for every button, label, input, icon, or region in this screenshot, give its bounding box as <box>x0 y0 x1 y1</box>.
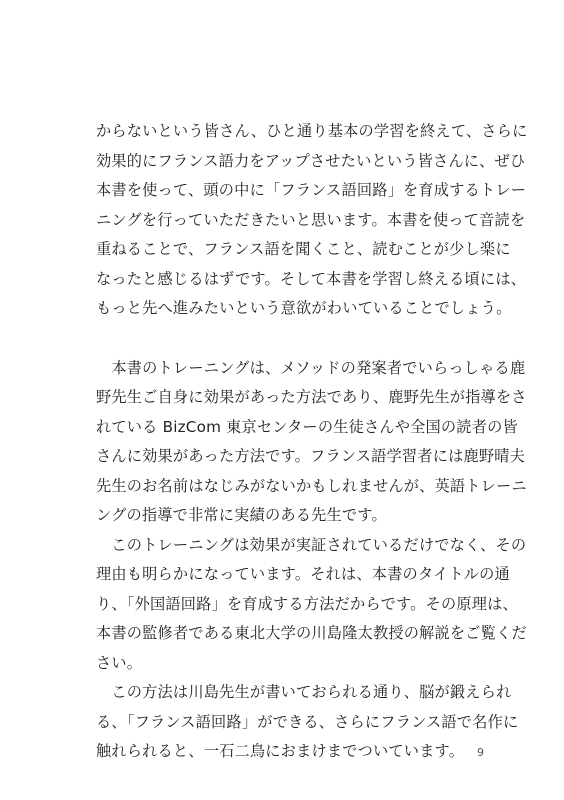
text-line: 効果的にフランス語力をアップさせたいという皆さんに、ぜひ <box>96 151 526 170</box>
paragraph-2 <box>96 354 527 531</box>
text-line: このトレーニングは効果が実証されているだけでなく、その <box>96 535 527 554</box>
text-line: もっと先へ進みたいという意欲がわいていることでしょう。 <box>96 299 512 317</box>
text-line: からないという皆さん、ひと通り基本の学習を終えて、さらに <box>96 122 528 140</box>
text-line: 理由も明らかになっています。それは、本書のタイトルの通 <box>96 565 510 583</box>
paragraph-3 <box>96 531 527 679</box>
paragraph-1 <box>96 117 528 324</box>
text-line: ニングを行っていただきたいと思います。本書を使って音読を <box>96 210 526 229</box>
text-line: る、「フランス語回路」ができる、さらにフランス語で名作に <box>96 712 519 731</box>
text-line: さんに効果があった方法です。フランス語学習者には鹿野晴夫 <box>96 447 526 465</box>
text-line: ングの指導で非常に実績のある先生です。 <box>96 506 387 524</box>
text-line: この方法は川島先生が書いておられる通り、脳が鍛えられ <box>96 683 512 701</box>
text-line: 本書のトレーニングは、メソッドの発案者でいらっしゃる鹿 <box>96 358 526 377</box>
text-line: さい。 <box>96 653 143 672</box>
body-text <box>96 117 528 767</box>
text-line: 本書を使って、頭の中に「フランス語回路」を育成するトレー <box>96 181 527 199</box>
text-line: 触れられると、一石二鳥におまけまでついています。 <box>96 742 465 760</box>
text-line: れている BizCom 東京センターの生徒さんや全国の読者の皆 <box>96 417 518 436</box>
page-number: 9 <box>477 746 484 759</box>
text-line: 先生のお名前はなじみがないかもしれませんが、英語トレーニ <box>96 476 527 495</box>
text-line: り、「外国語回路」を育成する方法だからです。その原理は、 <box>96 594 518 613</box>
text-line: なったと感じるはずです。そして本書を学習し終える頃には、 <box>96 269 527 288</box>
paragraph-gap <box>96 324 476 354</box>
paragraph-4 <box>96 678 519 767</box>
text-line: 重ねることで、フランス語を聞くこと、読むことが少し楽に <box>96 240 511 258</box>
text-line: 本書の監修者である東北大学の川島隆太教授の解説をご覧くだ <box>96 624 527 642</box>
text-line: 野先生ご自身に効果があった方法であり、鹿野先生が指導をさ <box>96 388 527 406</box>
